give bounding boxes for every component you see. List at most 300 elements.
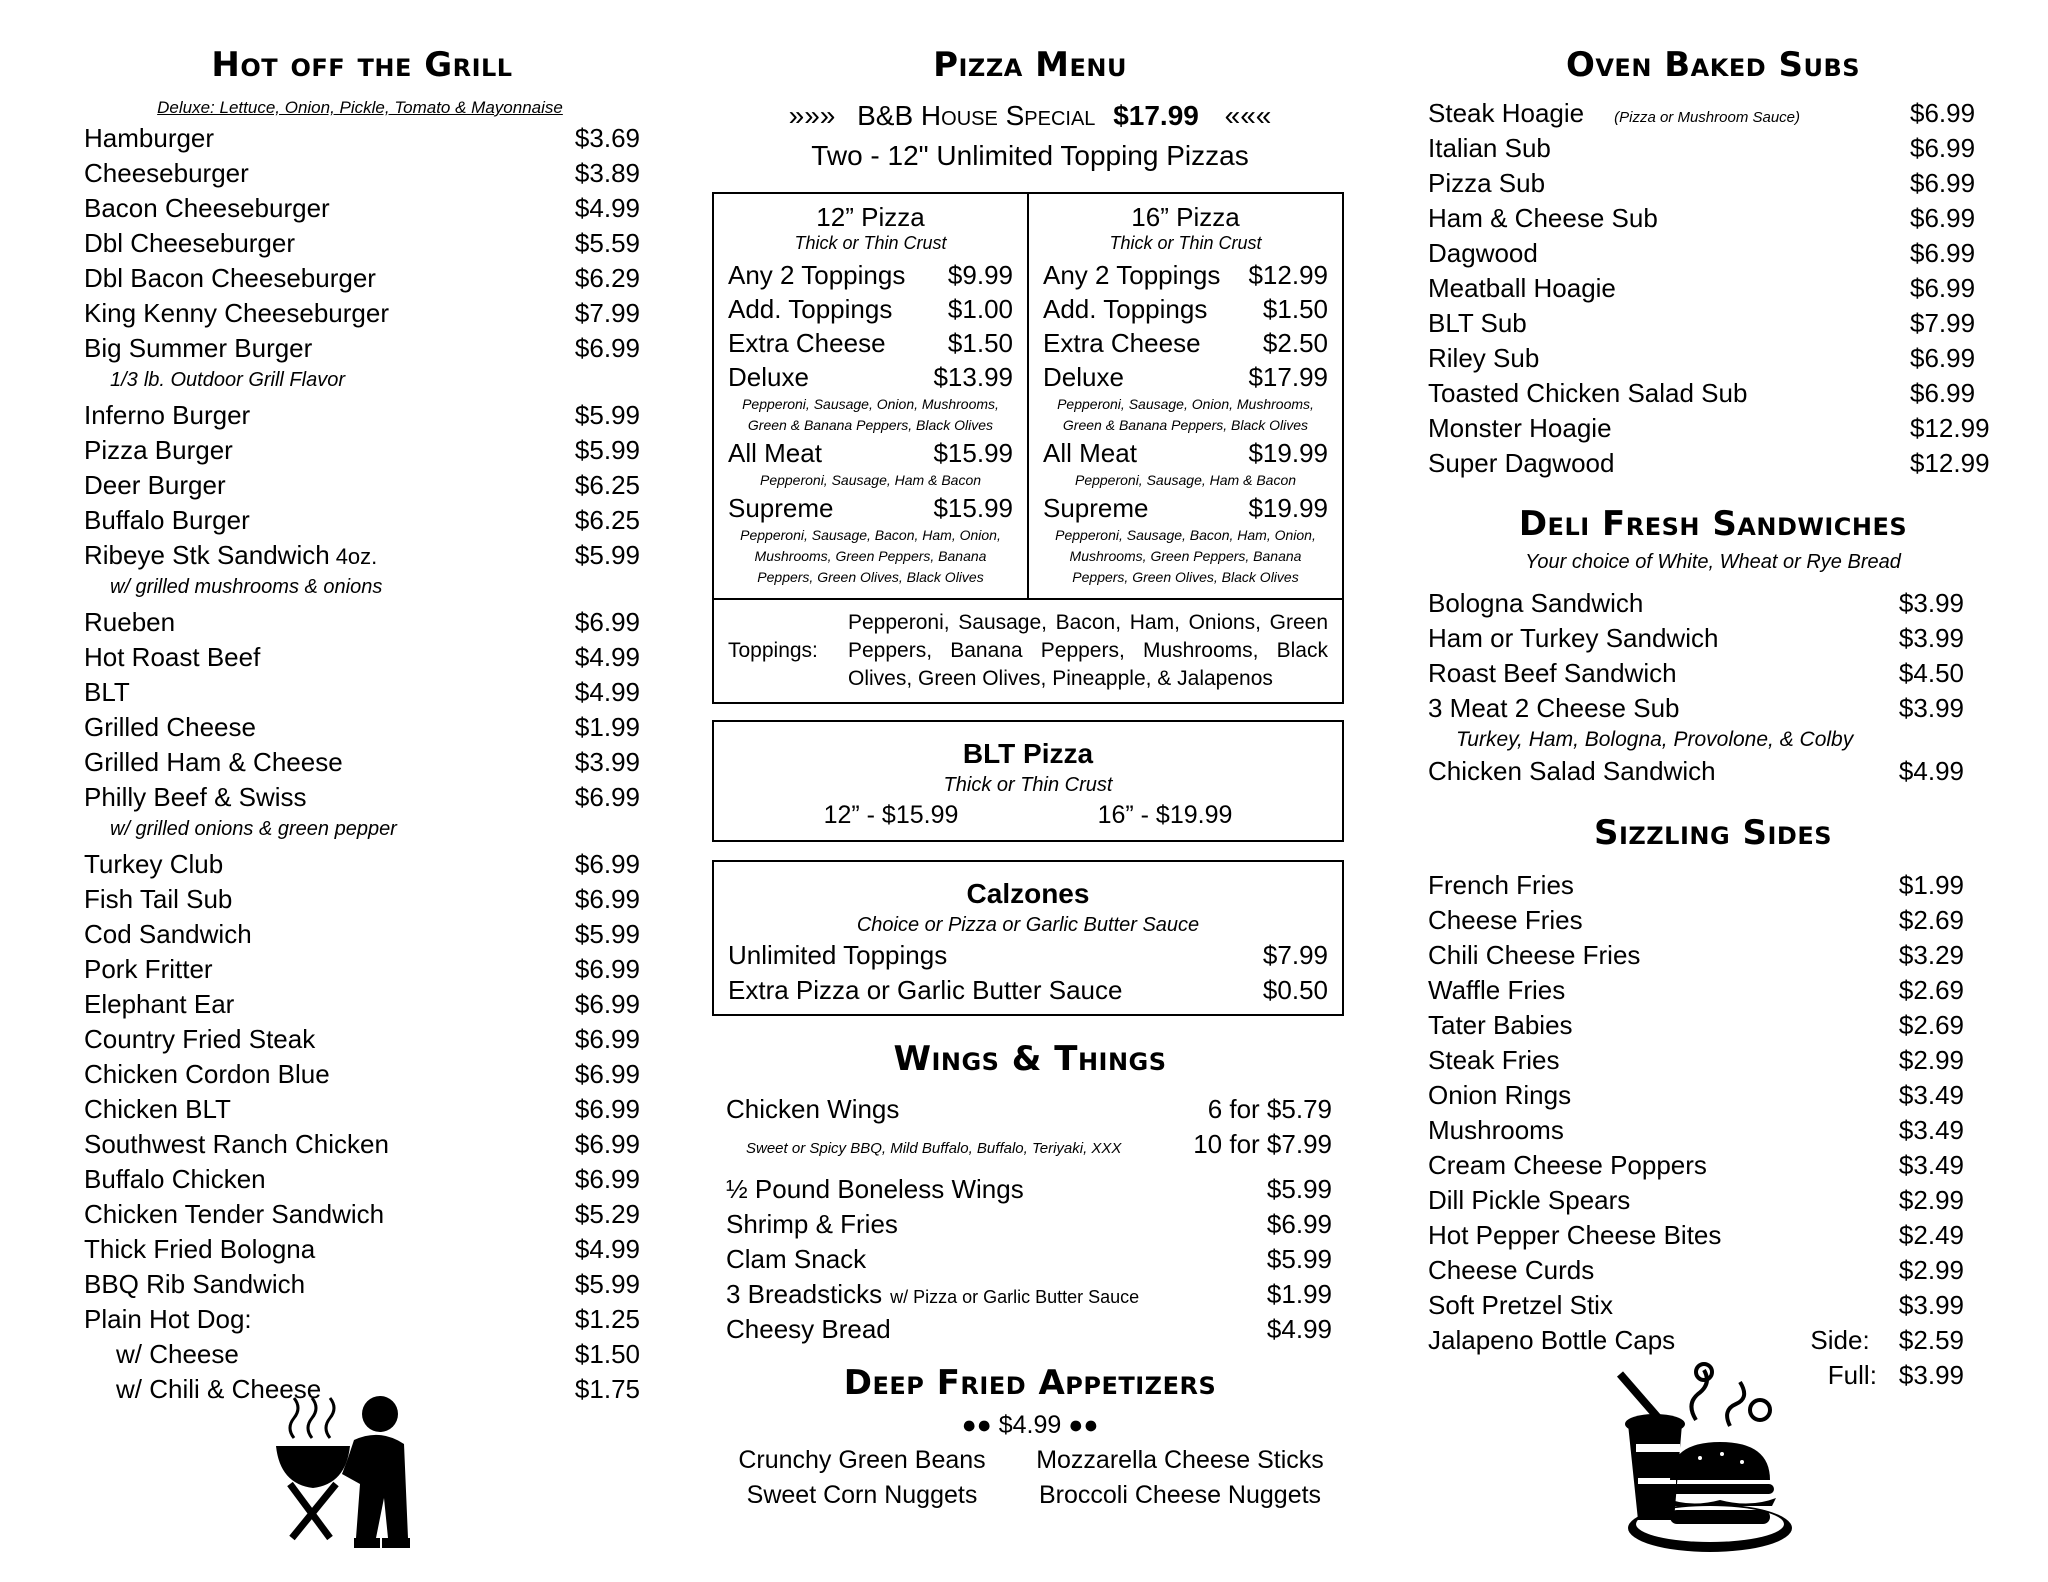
menu-item-row xyxy=(1428,131,1990,166)
menu-item-price: $6.29 xyxy=(574,263,640,293)
menu-item-row xyxy=(84,156,640,191)
steak-hoagie-note: (Pizza or Mushroom Sauce) xyxy=(1614,109,1801,126)
menu-item-name: 3 Meat 2 Cheese Sub xyxy=(1428,693,1680,723)
menu-item-price: $1.50 xyxy=(574,1339,640,1369)
menu-item-row xyxy=(84,710,640,745)
deluxe-note: Deluxe: Lettuce, Onion, Pickle, Tomato & Mayonnaise xyxy=(157,98,563,117)
person-grilling-icon xyxy=(276,1388,446,1558)
menu-item-name: Deer Burger xyxy=(84,470,226,500)
menu-item-row xyxy=(84,433,640,468)
menu-item-price: $2.69 xyxy=(1898,905,1964,935)
toppings-list: Pepperoni, Sausage, Bacon, Ham, Onions, Green Peppers, Banana Peppers, Mushrooms, Black Olives, Green Olives, Pineapple, & Jalapenos xyxy=(848,611,1328,690)
philly-note: w/ grilled onions & green pepper xyxy=(110,818,397,840)
blt-pizza-box xyxy=(712,720,1344,842)
add-toppings-row-label: Add. Toppings xyxy=(1043,294,1208,324)
jalapeno-row xyxy=(1428,1323,1964,1358)
deluxe-row xyxy=(728,360,1013,394)
menu-item-price: $5.99 xyxy=(1266,1244,1332,1274)
menu-item-row xyxy=(84,261,640,296)
menu-item-row xyxy=(1428,621,1964,656)
sides-list xyxy=(1428,868,1964,1323)
menu-item-name: Toasted Chicken Salad Sub xyxy=(1428,378,1748,408)
menu-item-price: $12.99 xyxy=(1910,413,1990,443)
menu-item-price: $6.99 xyxy=(574,989,640,1019)
menu-item-price: $6.99 xyxy=(574,1164,640,1194)
deluxe-row-price: $13.99 xyxy=(933,362,1013,392)
any2-row-label: Any 2 Toppings xyxy=(728,260,906,290)
menu-item-row xyxy=(1428,938,1964,973)
pizza-size-title: 16” Pizza xyxy=(1131,202,1240,232)
supreme-row-price: $19.99 xyxy=(1248,493,1328,523)
menu-item-price: $5.29 xyxy=(574,1199,640,1229)
menu-item-row xyxy=(1428,1043,1964,1078)
menu-item-name: Bacon Cheeseburger xyxy=(84,193,330,223)
calzones-box xyxy=(712,860,1344,1016)
deli-title: Deli Fresh Sandwiches xyxy=(1518,504,1908,544)
menu-item-name: Southwest Ranch Chicken xyxy=(84,1129,389,1159)
menu-item-price: $6.99 xyxy=(574,1024,640,1054)
menu-item-row xyxy=(726,1207,1332,1242)
pizza-crust: Thick or Thin Crust xyxy=(1109,233,1262,253)
menu-item-name: Steak Hoagie xyxy=(1428,98,1585,128)
menu-item-row xyxy=(1428,1253,1964,1288)
menu-item-price: $3.99 xyxy=(1898,1290,1964,1320)
menu-item-price: $3.49 xyxy=(1898,1115,1964,1145)
menu-item-name: BLT Sub xyxy=(1428,308,1527,338)
menu-item-name: Cod Sandwich xyxy=(84,919,252,949)
calzone-row xyxy=(728,938,1328,973)
all-meat-row-label: All Meat xyxy=(1043,438,1137,468)
menu-item-row xyxy=(726,1277,1332,1312)
deluxe-desc: Pepperoni, Sausage, Onion, Mushrooms, Green & Banana Peppers, Black Olives xyxy=(742,396,999,433)
menu-item-row xyxy=(84,675,640,710)
menu-item-name: Steak Fries xyxy=(1428,1045,1560,1075)
breadsticks-note: w/ Pizza or Garlic Butter Sauce xyxy=(890,1287,1140,1307)
supreme-desc: Pepperoni, Sausage, Bacon, Ham, Onion, Mushrooms, Green Peppers, Banana Peppers, Green Olives, Black Olives xyxy=(1055,527,1316,585)
pizza-size-column xyxy=(714,194,1027,598)
menu-item-row xyxy=(1428,1008,1964,1043)
menu-item-name: Plain Hot Dog: xyxy=(84,1304,252,1334)
menu-item-row xyxy=(1428,201,1990,236)
menu-item-row xyxy=(84,398,640,433)
chicken-wings-name: Chicken Wings xyxy=(726,1094,900,1124)
pizza-size-column xyxy=(1027,194,1342,598)
menu-item-price: $5.99 xyxy=(574,919,640,949)
any2-row-price: $9.99 xyxy=(947,260,1013,290)
menu-item-price: $3.99 xyxy=(1898,588,1964,618)
pizza-size-title: 12” Pizza xyxy=(816,202,925,232)
menu-item-row xyxy=(84,191,640,226)
supreme-row xyxy=(1043,491,1328,525)
menu-item-name: Pizza Sub xyxy=(1428,168,1546,198)
menu-item-row xyxy=(726,1312,1332,1347)
pizza-size-box xyxy=(712,192,1344,704)
menu-item-row xyxy=(84,780,640,815)
menu-item-row xyxy=(84,1022,640,1057)
menu-item-price: $6.99 xyxy=(574,1059,640,1089)
pizza-title: Pizza Menu xyxy=(933,45,1127,85)
menu-item-price: $2.69 xyxy=(1898,975,1964,1005)
calzone-item-price: $0.50 xyxy=(1262,975,1328,1005)
jalapeno-name: Jalapeno Bottle Caps xyxy=(1428,1325,1676,1355)
menu-item-name: BLT xyxy=(84,677,130,707)
menu-item-price: $6.99 xyxy=(574,607,640,637)
jalapeno-side-price: $2.59 xyxy=(1898,1325,1964,1355)
menu-item-name: Cheesy Bread xyxy=(726,1314,891,1344)
menu-item-name: Chicken Salad Sandwich xyxy=(1428,756,1716,786)
menu-item-name: Chili Cheese Fries xyxy=(1428,940,1641,970)
menu-item-name: Ham or Turkey Sandwich xyxy=(1428,623,1719,653)
ribeye-size: 4oz. xyxy=(335,544,378,569)
supreme-row-label: Supreme xyxy=(1043,493,1149,523)
menu-item-price: $4.99 xyxy=(574,642,640,672)
jalapeno-side-label: Side: xyxy=(1810,1325,1870,1355)
menu-item-name: BBQ Rib Sandwich xyxy=(84,1269,306,1299)
appetizer-item: Mozzarella Cheese Sticks xyxy=(1036,1446,1324,1474)
menu-item-row xyxy=(84,605,640,640)
menu-item-price: $6.99 xyxy=(1910,273,1976,303)
chicken-wings-row xyxy=(726,1092,1332,1127)
menu-item-name: Clam Snack xyxy=(726,1244,867,1274)
menu-item-price: $4.99 xyxy=(574,677,640,707)
menu-item-row xyxy=(84,987,640,1022)
calzone-item-name: Extra Pizza or Garlic Butter Sauce xyxy=(728,975,1123,1005)
menu-item-name: Buffalo Chicken xyxy=(84,1164,266,1194)
supreme-row xyxy=(728,491,1013,525)
calzone-item-name: Unlimited Toppings xyxy=(728,940,948,970)
menu-item-name: Monster Hoagie xyxy=(1428,413,1612,443)
deluxe-row-label: Deluxe xyxy=(728,362,809,392)
menu-item-row xyxy=(84,503,640,538)
grill-list xyxy=(84,121,640,1407)
menu-item-price: $3.89 xyxy=(574,158,640,188)
jalapeno-full-label: Full: xyxy=(1827,1360,1877,1390)
menu-item-name: Bologna Sandwich xyxy=(1428,588,1644,618)
jalapeno-full-price: $3.99 xyxy=(1898,1360,1964,1390)
menu-item-price: $1.75 xyxy=(574,1374,640,1404)
wings-price-10: 10 for $7.99 xyxy=(1193,1129,1332,1159)
menu-item-name: Meatball Hoagie xyxy=(1428,273,1616,303)
big-summer-note-text: lb. Outdoor Grill Flavor xyxy=(143,369,345,391)
extra-cheese-row xyxy=(1043,326,1328,360)
menu-item-row xyxy=(1428,691,1964,726)
sides-title: Sizzling Sides xyxy=(1593,813,1833,853)
appetizers-grid xyxy=(712,1443,1348,1513)
add-toppings-row-label: Add. Toppings xyxy=(728,294,893,324)
deluxe-row-price: $17.99 xyxy=(1248,362,1328,392)
menu-item-price: $5.99 xyxy=(574,400,640,430)
menu-item-price: $6.99 xyxy=(1910,343,1976,373)
menu-item-row xyxy=(1428,868,1964,903)
menu-item-price: $6.99 xyxy=(574,333,640,363)
menu-item-name: Dbl Cheeseburger xyxy=(84,228,296,258)
special-label: B&B House Special xyxy=(857,100,1096,131)
menu-item-row xyxy=(1428,1078,1964,1113)
menu-item-price: $5.99 xyxy=(574,1269,640,1299)
menu-item-row xyxy=(84,1092,640,1127)
calzone-row xyxy=(728,973,1328,1008)
menu-item-name: Cheese Curds xyxy=(1428,1255,1595,1285)
extra-cheese-row-price: $2.50 xyxy=(1262,328,1328,358)
burger-and-drink-icon xyxy=(1600,1360,1800,1560)
menu-item-name: King Kenny Cheeseburger xyxy=(84,298,389,328)
menu-item-row xyxy=(1428,341,1990,376)
toppings-row xyxy=(714,600,1342,702)
menu-item-name: Thick Fried Bologna xyxy=(84,1234,316,1264)
menu-item-name: Dill Pickle Spears xyxy=(1428,1185,1631,1215)
menu-item-price: $4.99 xyxy=(574,193,640,223)
subs-title: Oven Baked Subs xyxy=(1565,45,1861,85)
menu-item-price: $6.99 xyxy=(1910,378,1976,408)
deli-list xyxy=(1428,586,1964,789)
menu-item-price: $6.99 xyxy=(574,849,640,879)
menu-item-name: Inferno Burger xyxy=(84,400,251,430)
blt-pizza-crust: Thick or Thin Crust xyxy=(943,774,1113,796)
appetizer-item: Broccoli Cheese Nuggets xyxy=(1038,1481,1322,1509)
menu-item-price: $5.59 xyxy=(574,228,640,258)
any2-row xyxy=(728,258,1013,292)
blt-pizza-12: 12” - $15.99 xyxy=(823,801,959,829)
pizza-size-columns xyxy=(714,194,1342,600)
menu-item-name: Cheeseburger xyxy=(84,158,249,188)
menu-item-name: Big Summer Burger xyxy=(84,333,313,363)
menu-item-row xyxy=(84,1302,640,1337)
any2-row xyxy=(1043,258,1328,292)
menu-item-price: $2.69 xyxy=(1898,1010,1964,1040)
menu-item-row xyxy=(84,1057,640,1092)
menu-item-price: $2.99 xyxy=(1898,1045,1964,1075)
menu-item-price: $2.49 xyxy=(1898,1220,1964,1250)
menu-item-name: Rueben xyxy=(84,607,176,637)
calzones-title: Calzones xyxy=(966,878,1090,909)
pizza-crust: Thick or Thin Crust xyxy=(794,233,947,253)
menu-item-name: Pork Fritter xyxy=(84,954,213,984)
menu-item-row xyxy=(84,226,640,261)
meat-cheese-note: Turkey, Ham, Bologna, Provolone, & Colby xyxy=(1456,728,1854,751)
toppings-label: Toppings: xyxy=(728,639,818,662)
menu-item-name: Mushrooms xyxy=(1428,1115,1564,1145)
menu-item-row xyxy=(1428,656,1964,691)
menu-item-name: Ribeye Stk Sandwich xyxy=(84,540,330,570)
wings-list xyxy=(726,1092,1332,1347)
deluxe-desc: Pepperoni, Sausage, Onion, Mushrooms, Green & Banana Peppers, Black Olives xyxy=(1057,396,1314,433)
menu-item-price: $6.99 xyxy=(574,954,640,984)
menu-item-name: Chicken Cordon Blue xyxy=(84,1059,330,1089)
menu-item-row xyxy=(84,917,640,952)
all-meat-row-price: $19.99 xyxy=(1248,438,1328,468)
menu-item-price: $6.99 xyxy=(1910,203,1976,233)
menu-item-price: $5.99 xyxy=(1266,1174,1332,1204)
menu-item-name: Philly Beef & Swiss xyxy=(84,782,307,812)
supreme-row-price: $15.99 xyxy=(933,493,1013,523)
menu-item-row xyxy=(1428,586,1964,621)
menu-item-name: Tater Babies xyxy=(1428,1010,1573,1040)
wings-price-6: 6 for $5.79 xyxy=(1207,1094,1332,1124)
menu-item-row xyxy=(84,952,640,987)
menu-item-name: French Fries xyxy=(1428,870,1574,900)
menu-item-row xyxy=(84,1162,640,1197)
wings-flavors: Sweet or Spicy BBQ, Mild Buffalo, Buffalo, Teriyaki, XXX xyxy=(746,1140,1122,1157)
menu-item-name: Hamburger xyxy=(84,123,215,153)
wings-items xyxy=(726,1172,1332,1347)
menu-item-price: $6.99 xyxy=(1910,98,1976,128)
menu-item-row xyxy=(726,1172,1332,1207)
blt-pizza-16: 16” - $19.99 xyxy=(1097,801,1233,829)
menu-item-row xyxy=(84,538,640,573)
special-price: $17.99 xyxy=(1113,100,1199,131)
menu-item-name: Dbl Bacon Cheeseburger xyxy=(84,263,376,293)
menu-item-price: $5.99 xyxy=(574,435,640,465)
menu-item-row xyxy=(84,745,640,780)
menu-item-price: $6.99 xyxy=(574,884,640,914)
menu-item-name: Grilled Cheese xyxy=(84,712,256,742)
menu-item-name: Country Fried Steak xyxy=(84,1024,316,1054)
menu-item-row xyxy=(1428,376,1990,411)
menu-item-price: $6.25 xyxy=(574,505,640,535)
menu-item-row xyxy=(1428,306,1990,341)
menu-item-price: $7.99 xyxy=(574,298,640,328)
menu-item-row xyxy=(84,121,640,156)
menu-item-price: $4.50 xyxy=(1898,658,1964,688)
menu-item-row xyxy=(84,882,640,917)
deli-note: Your choice of White, Wheat or Rye Bread xyxy=(1525,551,1901,573)
menu-item-price: $3.29 xyxy=(1898,940,1964,970)
add-toppings-row-price: $1.50 xyxy=(1262,294,1328,324)
menu-item-name: Shrimp & Fries xyxy=(726,1209,898,1239)
menu-item-name: Hot Roast Beef xyxy=(84,642,261,672)
menu-item-name: Super Dagwood xyxy=(1428,448,1615,478)
menu-item-name: Onion Rings xyxy=(1428,1080,1572,1110)
menu-item-price: $2.99 xyxy=(1898,1255,1964,1285)
menu-item-row xyxy=(726,1242,1332,1277)
menu-item-row xyxy=(1428,1183,1964,1218)
wings-flavors-row xyxy=(726,1127,1332,1162)
subs-list xyxy=(1428,96,1990,481)
menu-item-price: $1.25 xyxy=(574,1304,640,1334)
special-desc: Two - 12" Unlimited Topping Pizzas xyxy=(811,140,1249,171)
menu-item-row xyxy=(84,468,640,503)
menu-item-price: $12.99 xyxy=(1910,448,1990,478)
grill-title: Hot off the Grill xyxy=(211,45,513,85)
menu-item-price: $6.99 xyxy=(574,782,640,812)
menu-item-price: $3.69 xyxy=(574,123,640,153)
extra-cheese-row xyxy=(728,326,1013,360)
any2-row-label: Any 2 Toppings xyxy=(1043,260,1221,290)
menu-item-name: Pizza Burger xyxy=(84,435,233,465)
menu-item-price: $3.99 xyxy=(1898,623,1964,653)
appetizer-item: Crunchy Green Beans xyxy=(738,1446,986,1474)
special-line xyxy=(712,98,1348,134)
menu-item-price: $6.99 xyxy=(574,1129,640,1159)
appetizer-item: Sweet Corn Nuggets xyxy=(746,1481,978,1509)
menu-item-row xyxy=(1428,236,1990,271)
menu-item-name: ½ Pound Boneless Wings xyxy=(726,1174,1024,1204)
menu-item-row xyxy=(1428,166,1990,201)
menu-item-name: Dagwood xyxy=(1428,238,1538,268)
supreme-row-label: Supreme xyxy=(728,493,834,523)
menu-item-price: $6.25 xyxy=(574,470,640,500)
menu-item-name: Chicken Tender Sandwich xyxy=(84,1199,385,1229)
blt-pizza-title: BLT Pizza xyxy=(962,738,1094,769)
deluxe-row xyxy=(1043,360,1328,394)
big-summer-fraction: 1/3 xyxy=(110,369,138,391)
menu-item-row xyxy=(1428,754,1964,789)
menu-item-name: Buffalo Burger xyxy=(84,505,250,535)
all-meat-desc: Pepperoni, Sausage, Ham & Bacon xyxy=(759,472,982,488)
menu-item-name: w/ Cheese xyxy=(116,1339,239,1369)
menu-item-price: $4.99 xyxy=(1898,756,1964,786)
menu-item-row xyxy=(1428,1148,1964,1183)
extra-cheese-row-label: Extra Cheese xyxy=(1043,328,1201,358)
menu-item-row xyxy=(84,1267,640,1302)
menu-item-name: Cheese Fries xyxy=(1428,905,1583,935)
menu-item-row xyxy=(1428,271,1990,306)
menu-item-row xyxy=(1428,96,1990,131)
menu-item-name: Soft Pretzel Stix xyxy=(1428,1290,1613,1320)
ribeye-note: w/ grilled mushrooms & onions xyxy=(110,576,383,598)
appetizers-price: ●● $4.99 ●● xyxy=(961,1411,1099,1439)
menu-item-price: $4.99 xyxy=(574,1234,640,1264)
menu-item-price: $6.99 xyxy=(1910,168,1976,198)
all-meat-desc: Pepperoni, Sausage, Ham & Bacon xyxy=(1074,472,1297,488)
menu-item-name: Riley Sub xyxy=(1428,343,1540,373)
extra-cheese-row-label: Extra Cheese xyxy=(728,328,886,358)
menu-item-row xyxy=(1428,903,1964,938)
appetizers-title: Deep Fried Appetizers xyxy=(843,1363,1217,1403)
menu-item-price: $3.99 xyxy=(574,747,640,777)
menu-item-name: Hot Pepper Cheese Bites xyxy=(1428,1220,1722,1250)
menu-item-name: w/ Chili & Cheese xyxy=(116,1374,322,1404)
menu-item-price: $1.99 xyxy=(574,712,640,742)
extra-cheese-row-price: $1.50 xyxy=(947,328,1013,358)
menu-item-price: $3.49 xyxy=(1898,1150,1964,1180)
any2-row-price: $12.99 xyxy=(1248,260,1328,290)
menu-item-price: $3.49 xyxy=(1898,1080,1964,1110)
add-toppings-row-price: $1.00 xyxy=(947,294,1013,324)
all-meat-row-price: $15.99 xyxy=(933,438,1013,468)
special-arrows-right: ««« xyxy=(1224,100,1272,131)
menu-item-name: Turkey Club xyxy=(84,849,224,879)
menu-item-row xyxy=(84,1232,640,1267)
special-arrows-left: »»» xyxy=(788,100,836,131)
add-toppings-row xyxy=(728,292,1013,326)
menu-item-price: $5.99 xyxy=(574,540,640,570)
wings-title: Wings & Things xyxy=(893,1039,1167,1079)
menu-item-row xyxy=(1428,1288,1964,1323)
menu-item-name: 3 Breadsticks xyxy=(726,1279,883,1309)
menu-item-name: Chicken BLT xyxy=(84,1094,231,1124)
menu-item-row xyxy=(1428,973,1964,1008)
menu-item-row xyxy=(84,847,640,882)
menu-item-name: Roast Beef Sandwich xyxy=(1428,658,1677,688)
menu-item-row xyxy=(84,640,640,675)
supreme-desc: Pepperoni, Sausage, Bacon, Ham, Onion, Mushrooms, Green Peppers, Banana Peppers, Green Olives, Black Olives xyxy=(740,527,1001,585)
menu-item-row xyxy=(1428,1218,1964,1253)
menu-item-price: $4.99 xyxy=(1266,1314,1332,1344)
menu-item-name: Elephant Ear xyxy=(84,989,235,1019)
menu-item-name: Grilled Ham & Cheese xyxy=(84,747,343,777)
menu-item-price: $6.99 xyxy=(1910,133,1976,163)
add-toppings-row xyxy=(1043,292,1328,326)
calzones-note: Choice or Pizza or Garlic Butter Sauce xyxy=(856,914,1200,936)
menu-item-name: Italian Sub xyxy=(1428,133,1551,163)
menu-item-row xyxy=(84,296,640,331)
calzone-item-price: $7.99 xyxy=(1262,940,1328,970)
menu-item-price: $6.99 xyxy=(574,1094,640,1124)
menu-item-row xyxy=(84,331,640,366)
menu-item-price: $1.99 xyxy=(1266,1279,1332,1309)
menu-item-row xyxy=(1428,1113,1964,1148)
